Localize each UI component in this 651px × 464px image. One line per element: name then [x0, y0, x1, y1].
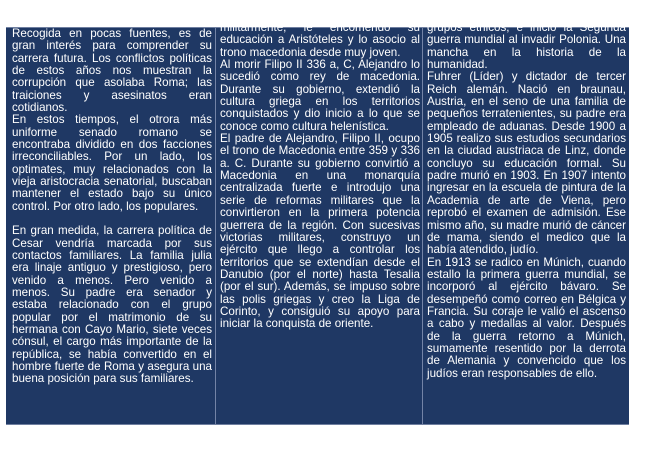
- column-2-paragraph-2: Al morir Filipo II 336 a, C, Alejandro lo sucedió como rey de macedonia. Durante su gobierno, extendió la cultura griega en los territorios conquistados y dio inicio a lo que se conoce como cultura helenística.: [220, 58, 420, 133]
- column-2: [215, 21, 422, 424]
- text-table: [6, 21, 629, 425]
- column-2-paragraph-3: El padre de Alejandro, Filipo II, ocupo el trono de Macedonia entre 359 y 336 a. C. Durante su gobierno convirtió a Macedonia en una monarquía centralizada fuerte e introdujo una serie de reformas militares que la convirtieron en la primera potencia guerrera de la región. Con sucesivas victorias militares, construyo un ejército que llego a controlar los territorios que se extendían desde el Danubio (por el norte) hasta Tesalia (por el sur). Además, se impuso sobre las polis griegas y creo la Liga de Corinto, y consiguió su apoyo para iniciar la conquista de oriente.: [220, 132, 420, 331]
- column-1: [6, 28, 215, 424]
- column-1-paragraph-1: Recogida en pocas fuentes, es de gran interés para comprender su carrera futura. Los conflictos políticas de estos años nos muestran la corrupción que asolaba Roma; las traiciones y asesinatos eran cotidianos.: [12, 27, 212, 115]
- column-1-paragraph-4: En gran medida, la carrera política de Cesar vendría marcada por sus contactos familiares. La familia julia era linaje antiguo y prestigioso, pero venido a menos. Pero venido a menos. Su padre era senador y estaba relacionado con el grupo popular por el matrimonio de su hermana con Cayo Mario, siete veces cónsul, el cargo más importante de la república, se había convertido en el hombre fuerte de Roma y asegura una buena posición para sus familiares.: [12, 224, 212, 386]
- column-3-paragraph-1: grupos étnicos, e inicio la Segunda guerra mundial al invadir Polonia. Una mancha en la historia de la humanidad.: [427, 21, 626, 72]
- column-3-paragraph-2: Fuhrer (Líder) y dictador de tercer Reich alemán. Nació en braunau, Austria, en el seno de una familia de pequeños terratenientes, su padre era empleado de aduanas. Desde 1900 a 1905 realizo sus estudios secundarios en la ciudad austriaca de Linz, donde concluyo su educación formal. Su padre murió en 1903. En 1907 intento ingresar en la escuela de pintura de la Academia de arte de Viena, pero reprobó el examen de admisión. Ese mismo año, su madre murió de cáncer de mama, siendo el medico que la había atendido, judío.: [427, 70, 626, 257]
- column-2-paragraph-1: militarmente, le encomendó su educación a Aristóteles y lo asocio al trono macedonia desde muy joven.: [220, 21, 420, 59]
- column-3: [422, 21, 629, 424]
- column-1-paragraph-2: En estos tiempos, el otrora más uniforme senado romano se encontraba dividido en dos facciones irreconciliables. Por un lado, los optimates, muy relacionados con la vieja aristocracia senatorial, buscaban mantener el estado bajo su único control. Por otro lado, los populares.: [12, 113, 212, 213]
- column-3-paragraph-3: En 1913 se radico en Múnich, cuando estallo la primera guerra mundial, se incorporó al ejército bávaro. Se desempeñó como correo en Bélgica y Francia. Su coraje le valió el ascenso a cabo y medallas al valor. Después de la guerra retorno a Múnich, sumamente resentido por la derrota de Alemania y convencido que los judíos eran responsables de ello.: [427, 255, 626, 380]
